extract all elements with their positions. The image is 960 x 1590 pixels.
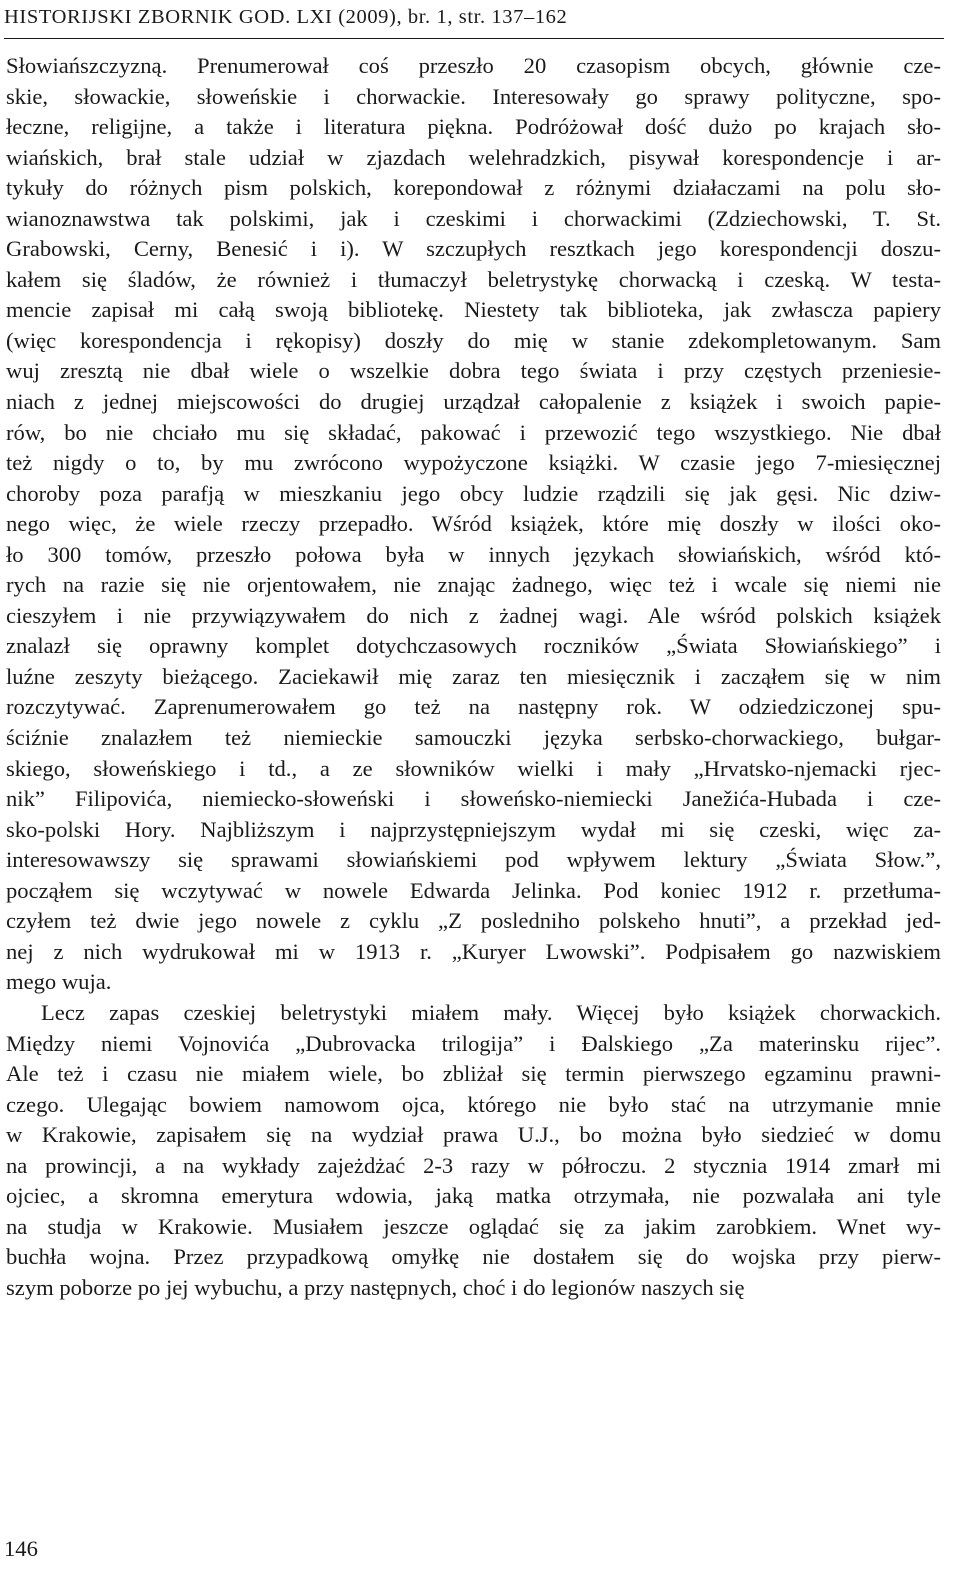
running-header: HISTORIJSKI ZBORNIK GOD. LXI (2009), br. 1, str. 137–162 [4,6,568,28]
text-line: ściźnie znalazłem też niemieckie samouczki języka serbsko-chorwackiego, bułgar- [6,725,941,751]
text-line: nej z nich wydrukował mi w 1913 r. „Kuryer Lwowski”. Podpisałem go nazwiskiem [6,938,941,964]
text-line: skiego, słoweńskiego i td., a ze słowników wielki i mały „Hrvatsko-njemacki rjec- [6,755,941,781]
text-line: tykuły do różnych pism polskich, korepondował z różnymi działaczami na polu sło- [6,175,941,201]
text-line: buchła wojna. Przez przypadkową omyłkę nie dostałem się do wojska przy pierw- [6,1244,941,1270]
text-line: znalazł się oprawny komplet dotychczasowych roczników „Świata Słowiańskiego” i [6,633,941,659]
page-number: 146 [4,1536,38,1561]
text-line: czyłem też dwie jego nowele z cyklu „Z posledniho polskeho hnuti”, a przekład jed- [6,908,941,934]
text-line: interesowawszy się sprawami słowiańskiemi pod wpływem lektury „Świata Słow.”, [6,847,941,873]
text-line: ojciec, a skromna emerytura wdowia, jaką matka otrzymała, nie pozwalała ani tyle [6,1183,941,1209]
text-line: szym poborze po jej wybuchu, a przy następnych, choć i do legionów naszych się [6,1274,745,1300]
text-line: nego więc, że wiele rzeczy przepadło. Wśród książek, które mię doszły w ilości oko- [6,511,941,537]
text-line: mego wuja. [6,969,112,995]
text-line: rych na razie się nie orjentowałem, nie znając żadnego, więc też i wcale się niemi nie [6,572,941,598]
text-line: choroby poza parafją w mieszkaniu jego obcy ludzie rządzili się jak gęsi. Nic dziw- [6,480,941,506]
text-line: Lecz zapas czeskiej beletrystyki miałem mały. Więcej było książek chorwackich. [41,999,941,1025]
text-line: wianoznawstwa tak polskimi, jak i czeskimi i chorwackimi (Zdziechowski, T. St. [6,205,941,231]
text-line: (więc korespondencja i rękopisy) doszły do mię w stanie zdekompletowanym. Sam [6,327,941,353]
text-line: rów, bo nie chciało mu się składać, pakować i przewozić tego wszystkiego. Nie dbał [6,419,941,445]
text-line: wuj zresztą nie dbał wiele o wszelkie dobra tego świata i przy częstych przeniesie- [6,358,941,384]
text-line: ło 300 tomów, przeszło połowa była w innych językach słowiańskich, wśród któ- [6,541,941,567]
text-line: mencie zapisał mi całą swoją bibliotekę. Niestety tak biblioteka, jak zwłascza papiery [6,297,941,323]
text-line: na studja w Krakowie. Musiałem jeszcze oglądać się za jakim zarobkiem. Wnet wy- [6,1213,941,1239]
text-line: na prowincji, a na wykłady zajeżdżać 2-3 razy w półroczu. 2 stycznia 1914 zmarł mi [6,1152,941,1178]
text-line: Słowiańszczyzną. Prenumerował coś przeszło 20 czasopism obcych, głównie cze- [6,53,941,78]
paragraph-2 [6,998,941,1303]
text-line: począłem się wczytywać w nowele Edwarda Jelinka. Pod koniec 1912 r. przetłuma- [6,877,941,903]
body-text [6,51,941,1303]
text-line: Ale też i czasu nie miałem wiele, bo zbliżał się termin pierwszego egzaminu prawni- [6,1061,941,1087]
text-line: rozczytywać. Zaprenumerowałem go też na następny rok. W odziedziczonej spu- [6,694,941,720]
text-line: łeczne, religijne, a także i literatura piękna. Podróżował dość dużo po krajach sło- [6,114,941,140]
text-line: cieszyłem i nie przywiązywałem do nich z żadnej wagi. Ale wśród polskich książek [6,602,941,628]
text-line: w Krakowie, zapisałem się na wydział prawa U.J., bo można było siedzieć w domu [6,1122,941,1148]
paragraph-1 [6,51,941,998]
text-line: luźne zeszyty bieżącego. Zaciekawił mię zaraz ten miesięcznik i zacząłem się w nim [6,663,941,689]
text-line: sko-polski Hory. Najbliższym i najprzystępniejszym wydał mi się czeski, więc za- [6,816,941,842]
text-line: wiańskich, brał stale udział w zjazdach welehradzkich, pisywał korespondencje i ar- [6,144,941,170]
text-line: czego. Ulegając bowiem namowom ojca, którego nie było stać na utrzymanie mnie [6,1091,941,1117]
text-line: skie, słowackie, słoweńskie i chorwackie. Interesowały go sprawy polityczne, spo- [6,83,941,109]
header-rule [4,38,944,39]
text-line: Między niemi Vojnovića „Dubrovacka trilogija” i Đalskiego „Za materinsku rijec”. [6,1030,941,1056]
text-line: kałem się śladów, że również i tłumaczył beletrystykę chorwacką i czeską. W testa- [6,266,941,292]
text-line: niach z jednej miejscowości do drugiej urządzał całopalenie z książek i swoich papie- [6,389,941,415]
text-line: też nigdy o to, by mu zwrócono wypożyczone książki. W czasie jego 7-miesięcznej [6,450,941,476]
text-line: Grabowski, Cerny, Benesić i i). W szczupłych resztkach jego korespondencji doszu- [6,236,941,262]
text-line: nik” Filipovića, niemiecko-słoweński i słoweńsko-niemiecki Janežića-Hubada i cze- [6,786,941,812]
